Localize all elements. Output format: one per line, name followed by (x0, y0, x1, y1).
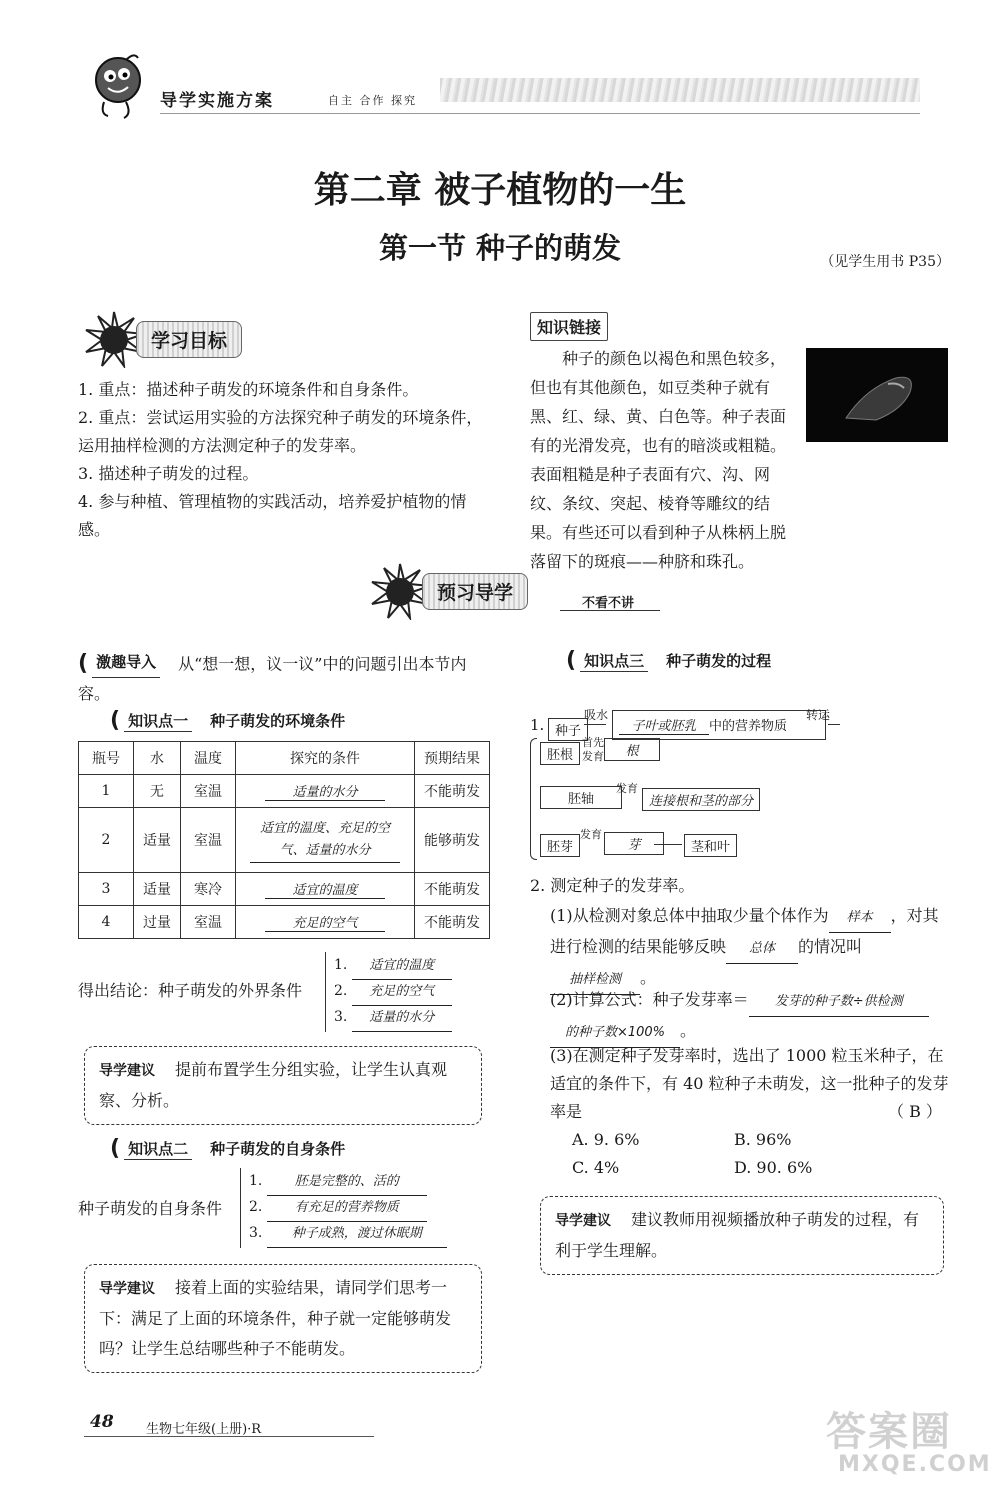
seed-box: 种子 (548, 718, 588, 741)
nutrient-suffix: 中的营养物质 (709, 719, 788, 734)
item-number: 3. (249, 1225, 263, 1241)
question-text: 。 (640, 968, 657, 987)
table-cell (236, 808, 415, 873)
question-text: (1)从检测对象总体中抽取少量个体作为 (550, 906, 829, 925)
table-row (79, 775, 490, 808)
table-cell: 室温 (181, 808, 236, 873)
table-cell: 室温 (181, 775, 236, 808)
tip-box-2 (84, 1264, 482, 1373)
develop-label: 发育 (616, 782, 638, 795)
process-num: 1. (530, 716, 545, 734)
knowledge-link-paragraph: 种子的颜色以褐色和黑色较多，但也有其他颜色，如豆类种子就有黑、红、绿、黄、白色等。种子表面有的光滑发亮，也有的暗淡或粗糙。表面粗糙是种子表面有穴、沟、网纹、条纹、突起、棱脊等雕纹的结果。有些还可以看到种子从株柄上脱落留下的斑痕——种脐和珠孔。 (530, 349, 787, 571)
answer-blank: 适宜的温度 (352, 953, 452, 980)
develop-label: 发育 (580, 828, 602, 841)
table-cell: 适量 (134, 873, 181, 906)
kp3-heading: ( 知识点三 种子萌发的过程 (566, 648, 772, 673)
goals-badge (84, 310, 242, 368)
answer-blank: 抽样检测 (550, 966, 640, 995)
header-decor-band (440, 78, 920, 102)
preview-badge (370, 562, 528, 620)
tip-text: 提前布置学生分组实验，让学生认真观察、分析。 (99, 1060, 448, 1110)
table-cell: 无 (134, 775, 181, 808)
item-number: 2. (334, 983, 348, 999)
table-cell: 寒冷 (181, 873, 236, 906)
kp1-heading: ( 知识点一 种子萌发的环境条件 (110, 708, 346, 733)
goal-item: 3. 描述种子萌发的过程。 (78, 464, 259, 483)
table-row (79, 808, 490, 873)
book-reference: （见学生用书 P35） (820, 254, 950, 270)
question-text: (2)计算公式：种子发芽率＝ (550, 990, 749, 1009)
arrow-line (584, 724, 606, 725)
tip-text: 建议教师用视频播放种子萌发的过程，有利于学生理解。 (555, 1210, 920, 1260)
item-number: 2. (249, 1199, 263, 1215)
question-text: ，对其进行检测的结果能够反映 (550, 906, 939, 956)
chapter-title: 第二章 被子植物的一生 (313, 169, 687, 211)
header-subtitle: 自主 合作 探究 (328, 94, 417, 107)
mascot-logo (86, 52, 152, 122)
tip-text: 接着上面的实验结果，请同学们思考一下：满足了上面的环境条件，种子就一定能够萌发吗？让学生总结哪些种子不能萌发。 (99, 1278, 452, 1358)
preview-label: 预习导学 (422, 573, 528, 610)
item-number: 1. (249, 1173, 263, 1189)
answer-blank: 样本 (829, 904, 891, 933)
book-name: 生物七年级(上册)·R (146, 1422, 262, 1437)
table-header-row (79, 742, 490, 775)
question-text: 的情况叫 (798, 937, 863, 956)
knowledge-link-text (530, 344, 950, 576)
develop-label: 发育 (582, 750, 604, 763)
option-b: B. 96% (734, 1130, 792, 1149)
header-title: 导学实施方案 (160, 91, 274, 111)
table-row (79, 873, 490, 906)
intro-text: 从“想一想，议一议”中的问题引出本节内容。 (78, 654, 467, 703)
kp1-tag: 知识点一 (124, 710, 192, 732)
stem-leaf-box: 茎和叶 (684, 834, 737, 857)
answer-blank: 充足的空气 (265, 912, 385, 932)
table-cell (236, 775, 415, 808)
conclusion-item (326, 952, 476, 978)
table-cell: 2 (79, 808, 134, 873)
item-number: 3. (334, 1009, 348, 1025)
answer-blank: 种子成熟，渡过休眠期 (267, 1221, 447, 1248)
plumule-box: 胚芽 (540, 834, 580, 857)
option-a: A. 9. 6% (572, 1130, 640, 1149)
conclusion-label: 得出结论：种子萌发的外界条件 (78, 981, 303, 1000)
table-cell: 不能萌发 (415, 873, 490, 906)
kp1-title: 种子萌发的环境条件 (210, 712, 346, 730)
tip-box-1 (84, 1046, 482, 1125)
self-condition-item (241, 1194, 471, 1220)
answer-blank: 的种子数×100% (550, 1019, 680, 1048)
answer-blank: 适量的水分 (352, 1005, 452, 1032)
experiment-table (78, 741, 490, 939)
table-header: 预期结果 (415, 742, 490, 775)
footer-rule (84, 1436, 374, 1437)
question-3-answer: （ B ） (888, 1102, 942, 1121)
kp2-label: 种子萌发的自身条件 (78, 1199, 223, 1218)
table-header: 探究的条件 (236, 742, 415, 775)
intro-heading: ( 激趣导入 (78, 648, 178, 678)
intro-tag: 激趣导入 (92, 648, 160, 678)
hypocotyl-box: 胚轴 (540, 786, 622, 809)
conclusion-brace (325, 952, 476, 1032)
goals-label: 学习目标 (136, 321, 242, 358)
answer-blank: 根 (625, 744, 639, 759)
page-number: 48 (90, 1412, 114, 1432)
answer-blank: 子叶或胚乳 (619, 715, 709, 735)
header-rule (160, 113, 920, 114)
hypocotyl-result-box (642, 788, 760, 811)
answer-blank: 有充足的营养物质 (267, 1195, 427, 1222)
preview-note: 不看不讲 (582, 596, 635, 611)
watermark-url: MXQE.COM (838, 1452, 992, 1477)
kp2-tag: 知识点二 (124, 1138, 192, 1160)
self-condition-item (241, 1168, 471, 1194)
answer-blank: 适宜的温度 (265, 879, 385, 899)
table-cell: 4 (79, 906, 134, 939)
table-cell (236, 906, 415, 939)
answer-blank: 胚是完整的、活的 (267, 1169, 427, 1196)
kp2-title: 种子萌发的自身条件 (210, 1140, 346, 1158)
answer-blank: 适宜的温度、充足的空气、适量的水分 (250, 818, 400, 863)
arrow-line (828, 724, 840, 725)
table-cell: 适量 (134, 808, 181, 873)
table-cell: 不能萌发 (415, 906, 490, 939)
answer-blank: 发芽的种子数÷供检测 (749, 988, 929, 1017)
conclusion-item (326, 978, 476, 1004)
tip-label: 导学建议 (99, 1281, 155, 1297)
table-cell (236, 873, 415, 906)
table-row (79, 906, 490, 939)
tip-box-3 (540, 1196, 944, 1275)
p2-title: 2. 测定种子的发芽率。 (530, 876, 695, 895)
goal-item: 1. 重点：描述种子萌发的环境条件和自身条件。 (78, 380, 419, 399)
absorb-label: 吸水 (584, 708, 609, 722)
arrow-line (654, 844, 682, 845)
preview-rule (560, 610, 660, 611)
table-header: 水 (134, 742, 181, 775)
question-text: (3)在测定种子发芽率时，选出了 1000 粒玉米种子，在适宜的条件下，有 40 粒种子未萌发，这一批种子的发芽率是 (550, 1046, 949, 1121)
table-cell: 1 (79, 775, 134, 808)
table-header: 瓶号 (79, 742, 134, 775)
table-cell: 过量 (134, 906, 181, 939)
section-title: 第一节 种子的萌发 (378, 231, 622, 265)
table-cell: 不能萌发 (415, 775, 490, 808)
answer-blank: 总体 (726, 935, 798, 964)
tip-label: 导学建议 (555, 1213, 611, 1229)
question-2 (550, 986, 950, 1048)
transport-label: 转运 (806, 708, 831, 722)
goal-item: 2. 重点：尝试运用实验的方法探究种子萌发的环境条件，运用抽样检测的方法测定种子的发芽率。 (78, 408, 483, 455)
nutrient-box (612, 710, 826, 740)
table-cell: 3 (79, 873, 134, 906)
item-number: 1. (334, 957, 348, 973)
table-cell: 能够萌发 (415, 808, 490, 873)
table-header: 温度 (181, 742, 236, 775)
kp3-title: 种子萌发的过程 (666, 652, 772, 670)
process-brace (530, 738, 537, 860)
first-label: 首先 (582, 736, 604, 749)
table-cell: 室温 (181, 906, 236, 939)
goal-item: 4. 参与种植、管理植物的实践活动，培养爱护植物的情感。 (78, 492, 467, 539)
intro-block (78, 648, 498, 708)
kp3-tag: 知识点三 (580, 650, 648, 672)
kp2-brace (240, 1168, 471, 1248)
option-d: D. 90. 6% (734, 1158, 813, 1177)
option-c: C. 4% (572, 1158, 620, 1177)
radicle-box: 胚根 (540, 742, 580, 765)
tip-label: 导学建议 (99, 1063, 155, 1079)
answer-blank: 适量的水分 (265, 781, 385, 801)
root-box (604, 738, 660, 761)
conclusion-item (326, 1004, 476, 1030)
answer-blank: 充足的空气 (352, 979, 452, 1006)
radicle-labels (582, 736, 604, 764)
answer-blank: 连接根和茎的部分 (649, 794, 754, 809)
question-1 (550, 902, 950, 995)
watermark-logo: 答案圈 (826, 1409, 952, 1455)
goals-list (78, 376, 498, 544)
kp2-heading: ( 知识点二 种子萌发的自身条件 (110, 1136, 346, 1161)
self-condition-item (241, 1220, 471, 1246)
answer-blank: 芽 (627, 838, 641, 853)
knowledge-link-label: 知识链接 (530, 312, 608, 341)
question-text: 。 (680, 1021, 697, 1040)
